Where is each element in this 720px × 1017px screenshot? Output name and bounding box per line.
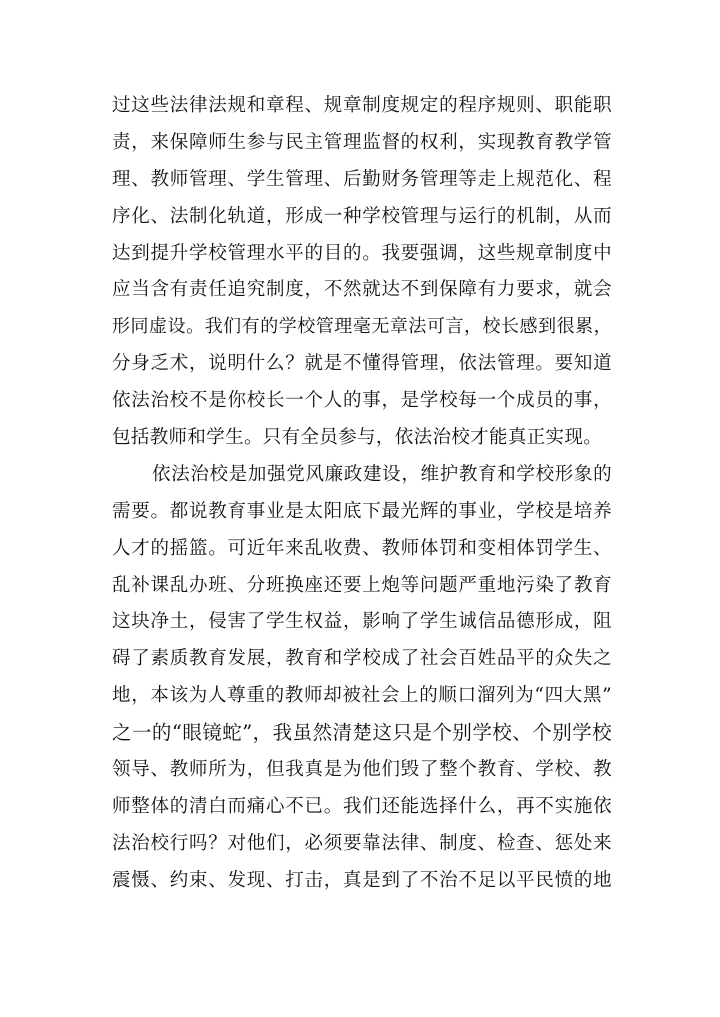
text-line: 震慑、约束、发现、打击，真是到了不治不足以平民愤的地: [112, 869, 612, 891]
text-line: 领导、教师所为，但我真是为他们毁了整个教育、学校、教: [112, 759, 612, 781]
text-line: 需要。都说教育事业是太阳底下最光辉的事业，学校是培养: [112, 500, 612, 522]
text-line: 责，来保障师生参与民主管理监督的权利，实现教育教学管: [112, 131, 612, 153]
text-line: 之一的“眼镜蛇”，我虽然清楚这只是个别学校、个别学校: [112, 721, 612, 745]
text-line: 理、教师管理、学生管理、后勤财务管理等走上规范化、程: [112, 168, 612, 190]
text-line: 这块净土，侵害了学生权益，影响了学生诚信品德形成，阻: [112, 611, 612, 633]
text-line: 过这些法律法规和章程、规章制度规定的程序规则、职能职: [112, 95, 612, 116]
text-line: 师整体的清白而痛心不已。我们还能选择什么，再不实施依: [112, 795, 612, 817]
text-line: 依法治校是加强党风廉政建设，维护教育和学校形象的: [152, 463, 612, 485]
document-body: [112, 88, 612, 900]
text-line: 依法治校不是你校长一个人的事，是学校每一个成员的事，: [112, 390, 612, 412]
text-line: 形同虚设。我们有的学校管理毫无章法可言，校长感到很累，: [112, 316, 612, 338]
text-line: 包括教师和学生。只有全员参与，依法治校才能真正实现。: [112, 427, 603, 449]
text-line: 乱补课乱办班、分班换座还要上炮等问题严重地污染了教育: [112, 574, 612, 596]
text-line: 序化、法制化轨道，形成一种学校管理与运行的机制，从而: [112, 205, 612, 227]
text-line: 人才的摇篮。可近年来乱收费、教师体罚和变相体罚学生、: [112, 537, 612, 559]
text-line: 分身乏术，说明什么？就是不懂得管理，依法管理。要知道: [112, 353, 612, 375]
text-line: 应当含有责任追究制度，不然就达不到保障有力要求，就会: [112, 279, 612, 301]
text-line: 法治校行吗？对他们，必须要靠法律、制度、检查、惩处来: [112, 832, 612, 854]
text-line: 达到提升学校管理水平的目的。我要强调，这些规章制度中: [112, 242, 612, 264]
text-line: 地，本该为人尊重的教师却被社会上的顺口溜列为“四大黑”: [112, 685, 612, 707]
text-line: 碍了素质教育发展，教育和学校成了社会百姓品平的众失之: [112, 648, 612, 670]
